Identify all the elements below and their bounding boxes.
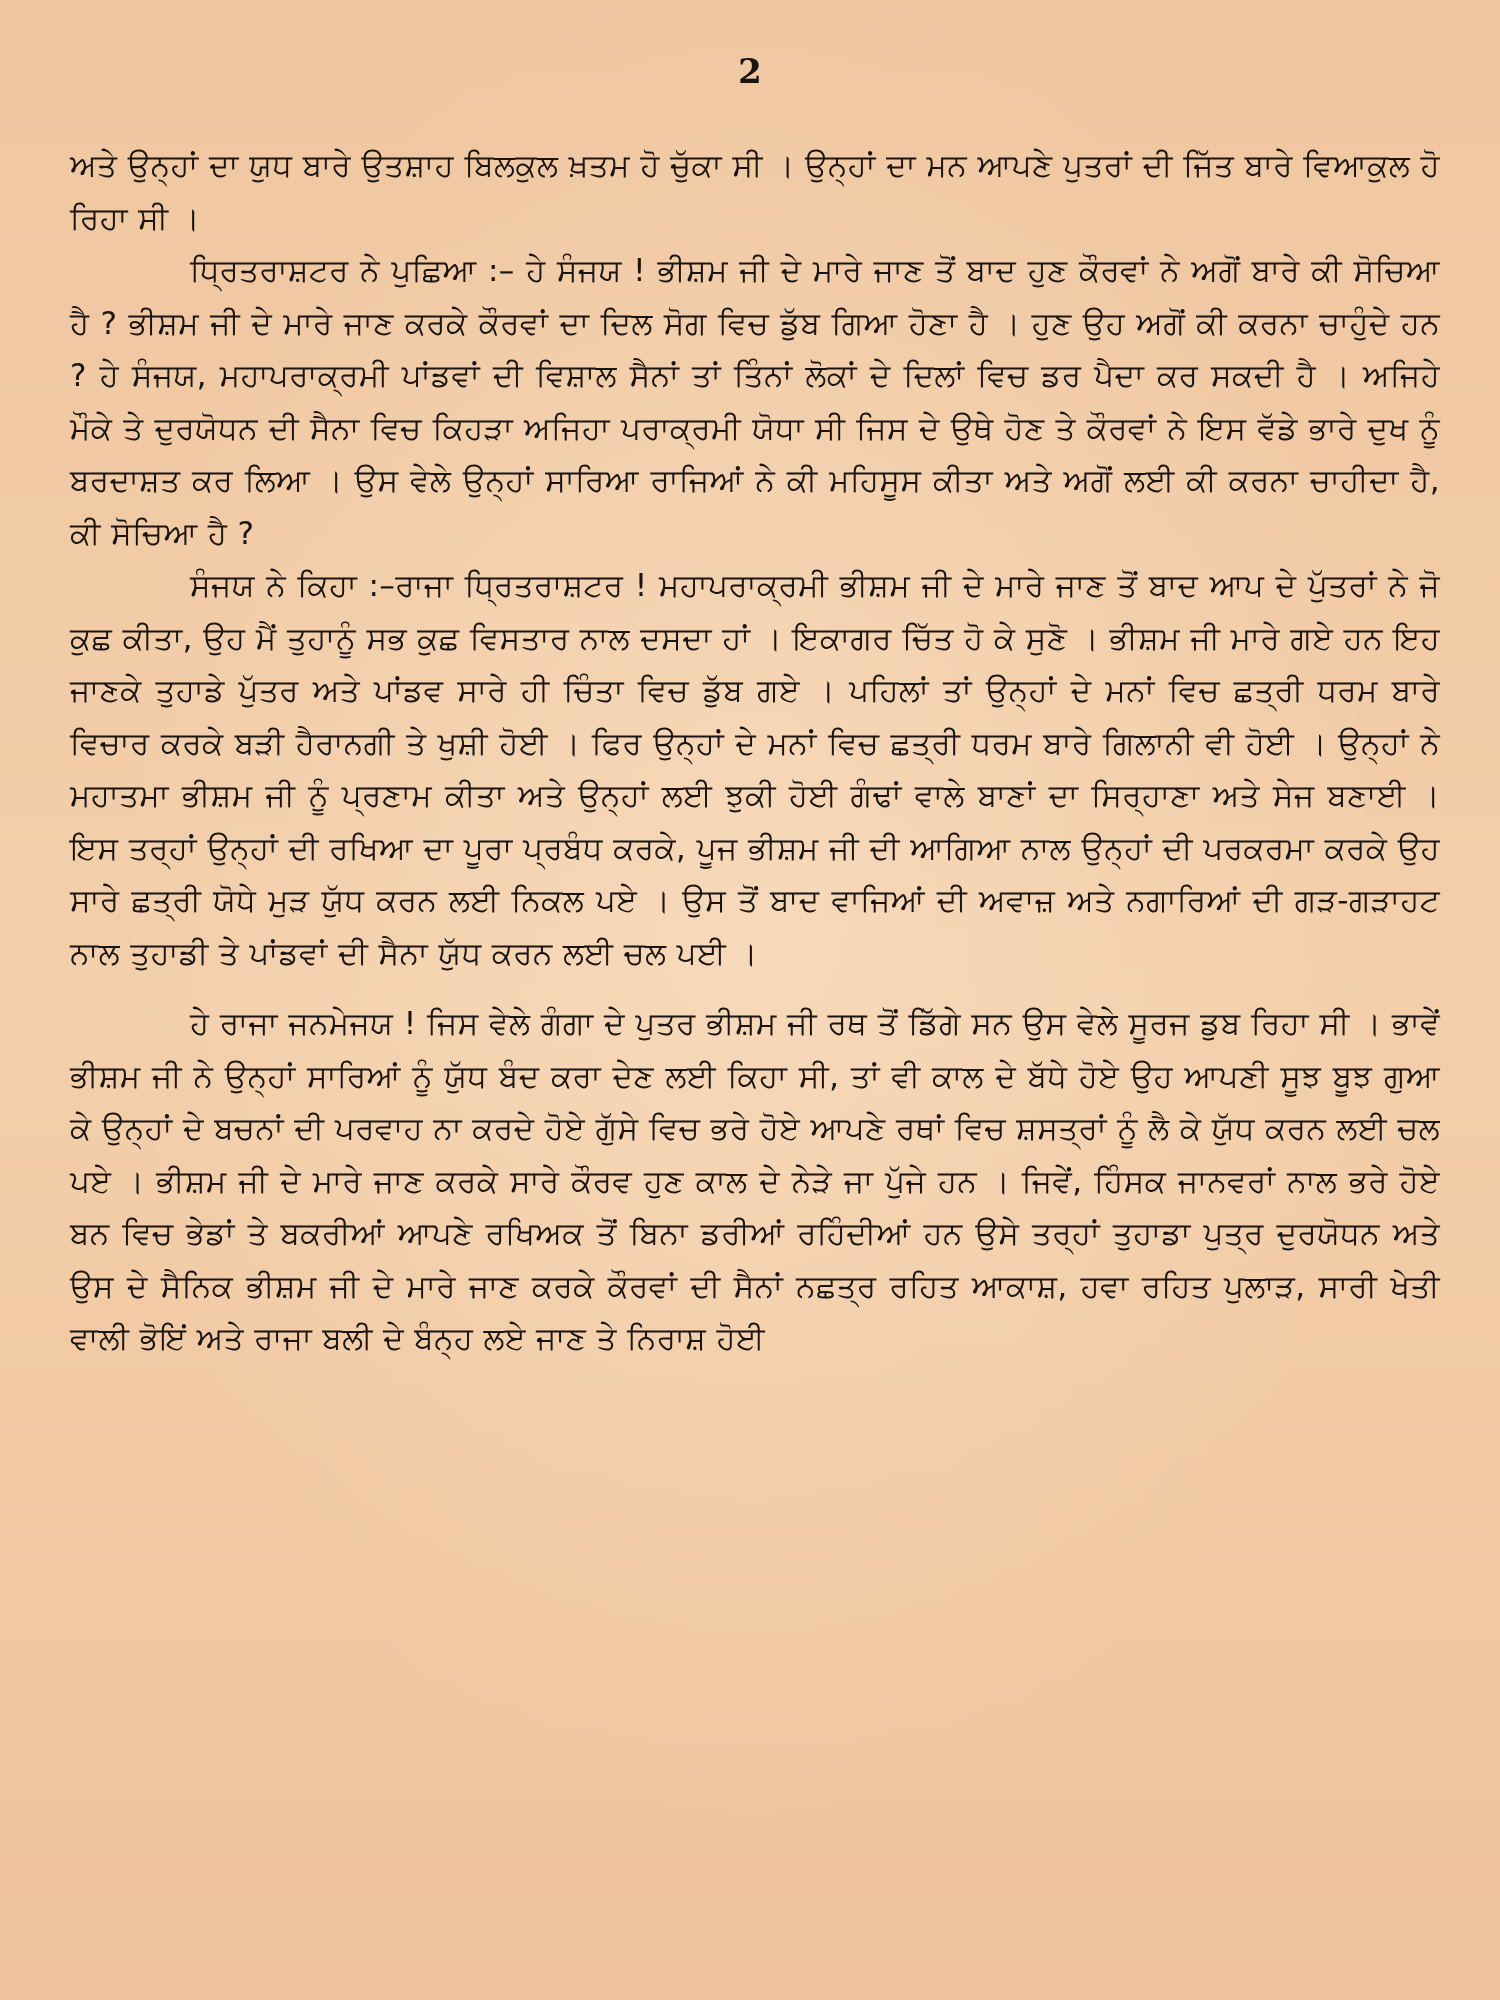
page-number: 2 bbox=[738, 52, 762, 92]
paragraph-3: ਸੰਜਯ ਨੇ ਕਿਹਾ :–ਰਾਜਾ ਧ੍ਰਿਤਰਾਸ਼ਟਰ ! ਮਹਾਪਰਾਕ੍ਰਮੀ ਭੀਸ਼ਮ ਜੀ ਦੇ ਮਾਰੇ ਜਾਣ ਤੋਂ ਬਾਦ ਆਪ ਦੇ ਪੁੱਤਰਾਂ ਨੇ ਜੋ ਕੁਛ ਕੀਤਾ, ਉਹ ਮੈਂ ਤੁਹਾਨੂੰ ਸਭ ਕੁਛ ਵਿਸਤਾਰ ਨਾਲ ਦਸਦਾ ਹਾਂ । ਇਕਾਗਰ ਚਿੱਤ ਹੋ ਕੇ ਸੁਣੋ । ਭੀਸ਼ਮ ਜੀ ਮਾਰੇ ਗਏ ਹਨ ਇਹ ਜਾਣਕੇ ਤੁਹਾਡੇ ਪੁੱਤਰ ਅਤੇ ਪਾਂਡਵ ਸਾਰੇ ਹੀ ਚਿੰਤਾ ਵਿਚ ਡੁੱਬ ਗਏ । ਪਹਿਲਾਂ ਤਾਂ ਉਨ੍ਹਾਂ ਦੇ ਮਨਾਂ ਵਿਚ ਛਤ੍ਰੀ ਧਰਮ ਬਾਰੇ ਵਿਚਾਰ ਕਰਕੇ ਬੜੀ ਹੈਰਾਨਗੀ ਤੇ ਖੁਸ਼ੀ ਹੋਈ । ਫਿਰ ਉਨ੍ਹਾਂ ਦੇ ਮਨਾਂ ਵਿਚ ਛਤ੍ਰੀ ਧਰਮ ਬਾਰੇ ਗਿਲਾਨੀ ਵੀ ਹੋਈ । ਉਨ੍ਹਾਂ ਨੇ ਮਹਾਤਮਾ ਭੀਸ਼ਮ ਜੀ ਨੂੰ ਪ੍ਰਣਾਮ ਕੀਤਾ ਅਤੇ ਉਨ੍ਹਾਂ ਲਈ ਝੁਕੀ ਹੋਈ ਗੰਢਾਂ ਵਾਲੇ ਬਾਣਾਂ ਦਾ ਸਿਰ੍ਹਾਣਾ ਅਤੇ ਸੇਜ ਬਣਾਈ । ਇਸ ਤਰ੍ਹਾਂ ਉਨ੍ਹਾਂ ਦੀ ਰਖਿਆ ਦਾ ਪੂਰਾ ਪ੍ਰਬੰਧ ਕਰਕੇ, ਪੂਜ ਭੀਸ਼ਮ ਜੀ ਦੀ ਆਗਿਆ ਨਾਲ ਉਨ੍ਹਾਂ ਦੀ ਪਰਕਰਮਾ ਕਰਕੇ ਉਹ ਸਾਰੇ ਛਤ੍ਰੀ ਯੋਧੇ ਮੁੜ ਯੁੱਧ ਕਰਨ ਲਈ ਨਿਕਲ ਪਏ । ਉਸ ਤੋਂ ਬਾਦ ਵਾਜਿਆਂ ਦੀ ਅਵਾਜ਼ ਅਤੇ ਨਗਾਰਿਆਂ ਦੀ ਗੜ-ਗੜਾਹਟ ਨਾਲ ਤੁਹਾਡੀ ਤੇ ਪਾਂਡਵਾਂ ਦੀ ਸੈਨਾ ਯੁੱਧ ਕਰਨ ਲਈ ਚਲ ਪਈ । bbox=[70, 568, 1440, 972]
paragraph-1: ਅਤੇ ਉਨ੍ਹਾਂ ਦਾ ਯੁਧ ਬਾਰੇ ਉਤਸ਼ਾਹ ਬਿਲਕੁਲ ਖ਼ਤਮ ਹੋ ਚੁੱਕਾ ਸੀ । ਉਨ੍ਹਾਂ ਦਾ ਮਨ ਆਪਣੇ ਪੁਤਰਾਂ ਦੀ ਜਿੱਤ ਬਾਰੇ ਵਿਆਕੁਲ ਹੋ ਰਿਹਾ ਸੀ । bbox=[70, 148, 1440, 237]
paragraph-2: ਧ੍ਰਿਤਰਾਸ਼ਟਰ ਨੇ ਪੁਛਿਆ :– ਹੇ ਸੰਜਯ ! ਭੀਸ਼ਮ ਜੀ ਦੇ ਮਾਰੇ ਜਾਣ ਤੋਂ ਬਾਦ ਹੁਣ ਕੌਰਵਾਂ ਨੇ ਅਗੋਂ ਬਾਰੇ ਕੀ ਸੋਚਿਆ ਹੈ ? ਭੀਸ਼ਮ ਜੀ ਦੇ ਮਾਰੇ ਜਾਣ ਕਰਕੇ ਕੌਰਵਾਂ ਦਾ ਦਿਲ ਸੋਗ ਵਿਚ ਡੁੱਬ ਗਿਆ ਹੋਣਾ ਹੈ । ਹੁਣ ਉਹ ਅਗੋਂ ਕੀ ਕਰਨਾ ਚਾਹੁੰਦੇ ਹਨ ? ਹੇ ਸੰਜਯ, ਮਹਾਪਰਾਕ੍ਰਮੀ ਪਾਂਡਵਾਂ ਦੀ ਵਿਸ਼ਾਲ ਸੈਨਾਂ ਤਾਂ ਤਿੰਨਾਂ ਲੋਕਾਂ ਦੇ ਦਿਲਾਂ ਵਿਚ ਡਰ ਪੈਦਾ ਕਰ ਸਕਦੀ ਹੈ । ਅਜਿਹੇ ਮੌਕੇ ਤੇ ਦੁਰਯੋਧਨ ਦੀ ਸੈਨਾ ਵਿਚ ਕਿਹੜਾ ਅਜਿਹਾ ਪਰਾਕ੍ਰਮੀ ਯੋਧਾ ਸੀ ਜਿਸ ਦੇ ਉਥੇ ਹੋਣ ਤੇ ਕੌਰਵਾਂ ਨੇ ਇਸ ਵੱਡੇ ਭਾਰੇ ਦੁਖ ਨੂੰ ਬਰਦਾਸ਼ਤ ਕਰ ਲਿਆ । ਉਸ ਵੇਲੇ ਉਨ੍ਹਾਂ ਸਾਰਿਆ ਰਾਜਿਆਂ ਨੇ ਕੀ ਮਹਿਸੂਸ ਕੀਤਾ ਅਤੇ ਅਗੋਂ ਲਈ ਕੀ ਕਰਨਾ ਚਾਹੀਦਾ ਹੈ, ਕੀ ਸੋਚਿਆ ਹੈ ? bbox=[70, 253, 1440, 552]
paragraph-4: ਹੇ ਰਾਜਾ ਜਨਮੇਜਯ ! ਜਿਸ ਵੇਲੇ ਗੰਗਾ ਦੇ ਪੁਤਰ ਭੀਸ਼ਮ ਜੀ ਰਥ ਤੋਂ ਡਿੱਗੇ ਸਨ ਉਸ ਵੇਲੇ ਸੂਰਜ ਡੁਬ ਰਿਹਾ ਸੀ । ਭਾਵੇਂ ਭੀਸ਼ਮ ਜੀ ਨੇ ਉਨ੍ਹਾਂ ਸਾਰਿਆਂ ਨੂੰ ਯੁੱਧ ਬੰਦ ਕਰਾ ਦੇਣ ਲਈ ਕਿਹਾ ਸੀ, ਤਾਂ ਵੀ ਕਾਲ ਦੇ ਬੱਧੇ ਹੋਏ ਉਹ ਆਪਣੀ ਸੂਝ ਬੂਝ ਗੁਆ ਕੇ ਉਨ੍ਹਾਂ ਦੇ ਬਚਨਾਂ ਦੀ ਪਰਵਾਹ ਨਾ ਕਰਦੇ ਹੋਏ ਗੁੱਸੇ ਵਿਚ ਭਰੇ ਹੋਏ ਆਪਣੇ ਰਥਾਂ ਵਿਚ ਸ਼ਸਤ੍ਰਾਂ ਨੂੰ ਲੈ ਕੇ ਯੁੱਧ ਕਰਨ ਲਈ ਚਲ ਪਏ । ਭੀਸ਼ਮ ਜੀ ਦੇ ਮਾਰੇ ਜਾਣ ਕਰਕੇ ਸਾਰੇ ਕੌਰਵ ਹੁਣ ਕਾਲ ਦੇ ਨੇੜੇ ਜਾ ਪੁੱਜੇ ਹਨ । ਜਿਵੇਂ, ਹਿੰਸਕ ਜਾਨਵਰਾਂ ਨਾਲ ਭਰੇ ਹੋਏ ਬਨ ਵਿਚ ਭੇਡਾਂ ਤੇ ਬਕਰੀਆਂ ਆਪਣੇ ਰਖਿਅਕ ਤੋਂ ਬਿਨਾ ਡਰੀਆਂ ਰਹਿੰਦੀਆਂ ਹਨ ਉਸੇ ਤਰ੍ਹਾਂ ਤੁਹਾਡਾ ਪੁਤ੍ਰ ਦੁਰਯੋਧਨ ਅਤੇ ਉਸ ਦੇ ਸੈਨਿਕ ਭੀਸ਼ਮ ਜੀ ਦੇ ਮਾਰੇ ਜਾਣ ਕਰਕੇ ਕੌਰਵਾਂ ਦੀ ਸੈਨਾਂ ਨਛਤ੍ਰ ਰਹਿਤ ਆਕਾਸ਼, ਹਵਾ ਰਹਿਤ ਪੁਲਾੜ, ਸਾਰੀ ਖੇਤੀ ਵਾਲੀ ਭੋਇਂ ਅਤੇ ਰਾਜਾ ਬਲੀ ਦੇ ਬੰਨ੍ਹ ਲਏ ਜਾਣ ਤੇ ਨਿਰਾਸ਼ ਹੋਈ bbox=[70, 1006, 1440, 1357]
body-text bbox=[70, 140, 1440, 1366]
